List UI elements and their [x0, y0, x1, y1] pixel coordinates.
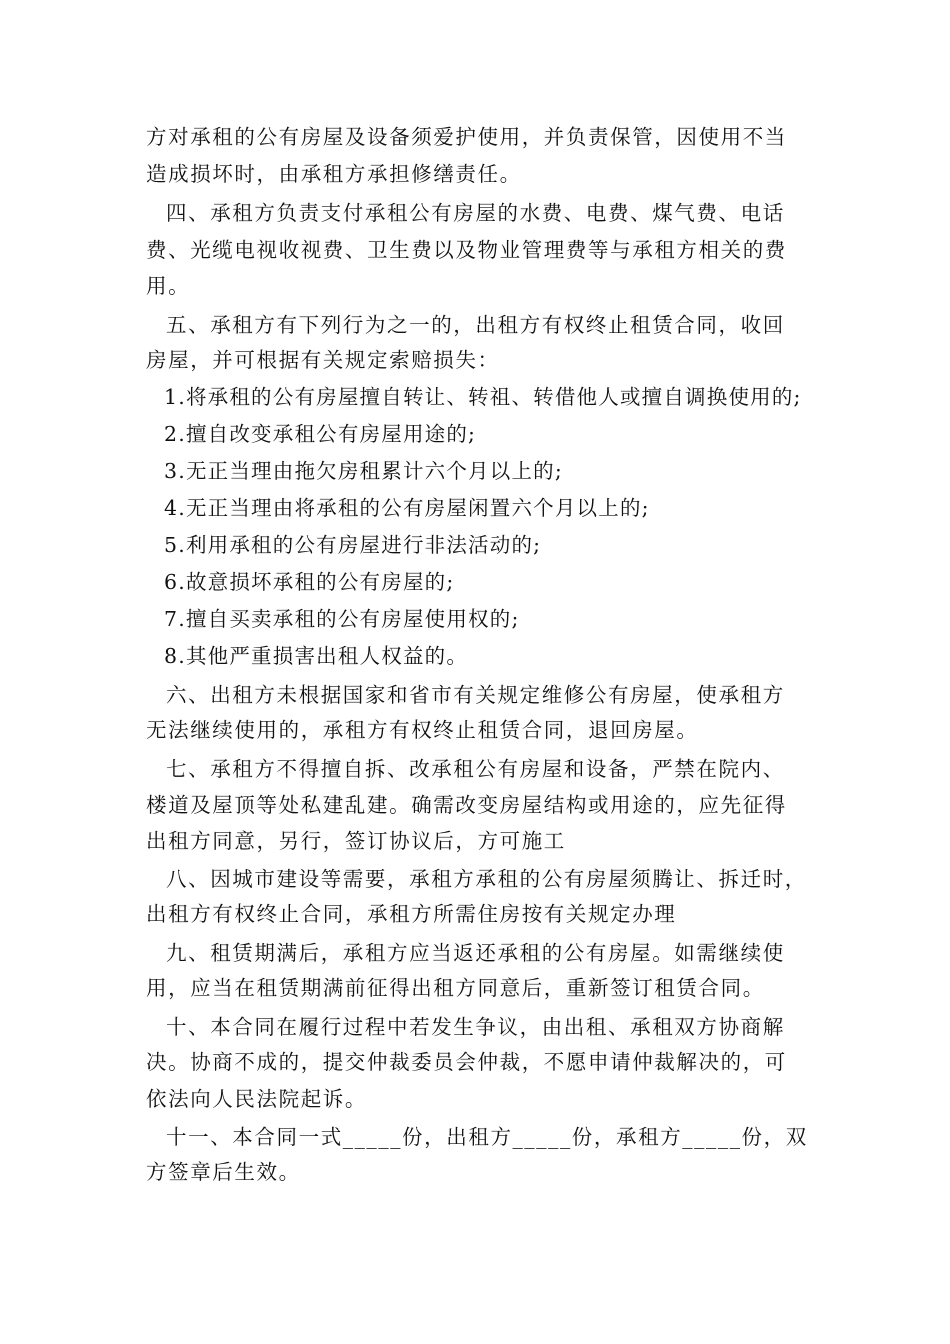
- clause-6-line: 无法继续使用的，承租方有权终止租赁合同，退回房屋。: [146, 718, 699, 742]
- clause-9-line: 用，应当在租赁期满前征得出租方同意后，重新签订租赁合同。: [146, 976, 765, 1000]
- clause-10-line: 十、本合同在履行过程中若发生争议，由出租、承租双方协商解: [166, 1015, 785, 1039]
- list-item: 5.利用承租的公有房屋进行非法活动的;: [164, 533, 542, 557]
- list-item: 6.故意损坏承租的公有房屋的;: [164, 570, 455, 594]
- clause-4-line: 用。: [146, 274, 191, 298]
- clause-7-line: 楼道及屋顶等处私建乱建。确需改变房屋结构或用途的，应先征得: [146, 793, 787, 817]
- clause-7-line: 出租方同意，另行，签订协议后，方可施工: [146, 829, 566, 853]
- list-item: 1.将承租的公有房屋擅自转让、转祖、转借他人或擅自调换使用的;: [164, 385, 802, 409]
- paragraph-line: 造成损坏时，由承租方承担修缮责任。: [146, 162, 522, 186]
- clause-8-line: 出租方有权终止合同，承租方所需住房按有关规定办理: [146, 902, 677, 926]
- clause-10-line: 决。协商不成的，提交仲裁委员会仲裁，不愿申请仲裁解决的，可: [146, 1050, 787, 1074]
- list-item: 2.擅自改变承租公有房屋用途的;: [164, 422, 477, 446]
- clause-11-line: 十一、本合同一式_____份，出租方_____份，承租方_____份，双: [166, 1125, 808, 1149]
- list-item: 8.其他严重损害出租人权益的。: [164, 644, 469, 668]
- clause-8-line: 八、因城市建设等需要，承租方承租的公有房屋须腾让、拆迁时，: [166, 867, 807, 891]
- clause-11-line: 方签章后生效。: [146, 1160, 301, 1184]
- clause-4-line: 四、承租方负责支付承租公有房屋的水费、电费、煤气费、电话: [166, 201, 785, 225]
- clause-5-line: 五、承租方有下列行为之一的，出租方有权终止租赁合同，收回: [166, 313, 785, 337]
- clause-7-line: 七、承租方不得擅自拆、改承租公有房屋和设备，严禁在院内、: [166, 757, 785, 781]
- list-item: 7.擅自买卖承租的公有房屋使用权的;: [164, 607, 520, 631]
- list-item: 4.无正当理由将承租的公有房屋闲置六个月以上的;: [164, 496, 650, 520]
- clause-10-line: 依法向人民法院起诉。: [146, 1087, 367, 1111]
- clause-4-line: 费、光缆电视收视费、卫生费以及物业管理费等与承租方相关的费: [146, 238, 787, 262]
- clause-9-line: 九、租赁期满后，承租方应当返还承租的公有房屋。如需继续使: [166, 941, 785, 965]
- paragraph-line: 方对承租的公有房屋及设备须爱护使用，并负责保管，因使用不当: [146, 125, 787, 149]
- clause-6-line: 六、出租方未根据国家和省市有关规定维修公有房屋，使承租方: [166, 683, 785, 707]
- clause-5-line: 房屋，并可根据有关规定索赔损失：: [146, 348, 500, 372]
- list-item: 3.无正当理由拖欠房租累计六个月以上的;: [164, 459, 563, 483]
